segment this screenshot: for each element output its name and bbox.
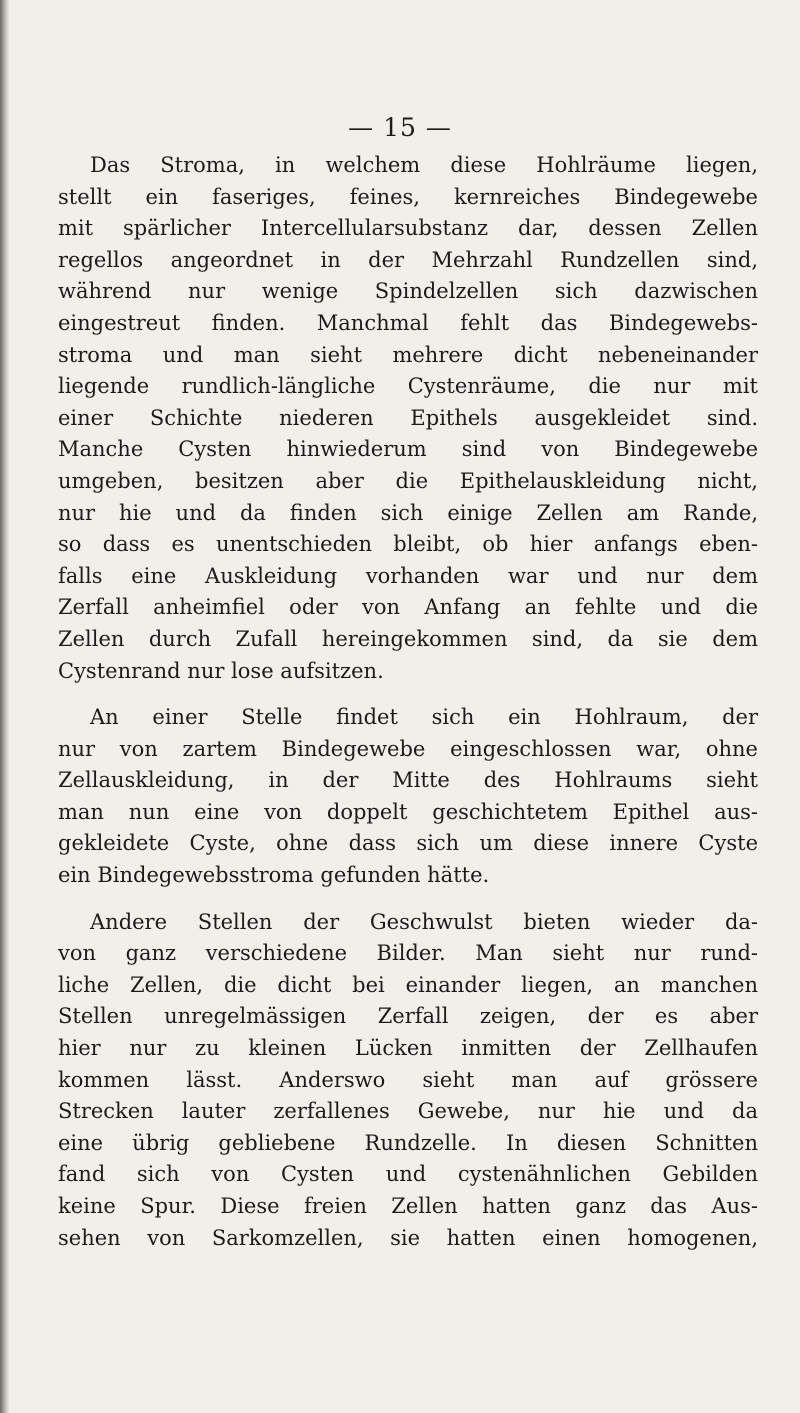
text-line: während nur wenige Spindelzellen sich dazwischen <box>58 279 758 304</box>
text-line: stroma und man sieht mehrere dicht nebeneinander <box>58 342 758 367</box>
text-line: hier nur zu kleinen Lücken inmitten der Zellhaufen <box>58 1036 758 1061</box>
text-line: Andere Stellen der Geschwulst bieten wieder da- <box>90 909 758 934</box>
page-binding-edge <box>0 0 10 1413</box>
text-line: nur von zartem Bindegewebe eingeschlossen war, ohne <box>58 736 758 761</box>
paragraph <box>58 702 758 892</box>
text-line: kommen lässt. Anderswo sieht man auf grössere <box>58 1067 758 1092</box>
text-line: sehen von Sarkomzellen, sie hatten einen homogenen, <box>58 1225 758 1250</box>
text-line: von ganz verschiedene Bilder. Man sieht nur rund- <box>58 941 758 966</box>
text-line: liegende rundlich-längliche Cystenräume, die nur mit <box>58 374 758 399</box>
text-line: falls eine Auskleidung vorhanden war und nur dem <box>58 563 758 588</box>
text-line: nur hie und da finden sich einige Zellen am Rande, <box>58 500 758 525</box>
text-line: Manche Cysten hinwiederum sind von Bindegewebe <box>58 437 758 462</box>
text-line: man nun eine von doppelt geschichtetem Epithel aus- <box>58 799 758 824</box>
paragraph <box>58 150 758 687</box>
text-line: stellt ein faseriges, feines, kernreiches Bindegewebe <box>58 184 758 209</box>
text-line: An einer Stelle findet sich ein Hohlraum, der <box>90 705 758 730</box>
page-number: — 15 — <box>348 113 452 142</box>
text-line: Cystenrand nur lose aufsitzen. <box>58 658 384 683</box>
text-line: umgeben, besitzen aber die Epithelauskleidung nicht, <box>58 468 758 493</box>
text-line: ein Bindegewebsstroma gefunden hätte. <box>58 863 490 888</box>
text-line: fand sich von Cysten und cystenähnlichen Gebilden <box>58 1162 758 1187</box>
text-line: liche Zellen, die dicht bei einander liegen, an manchen <box>58 972 758 997</box>
text-line: so dass es unentschieden bleibt, ob hier anfangs eben- <box>58 532 758 557</box>
text-line: Das Stroma, in welchem diese Hohlräume liegen, <box>90 153 758 177</box>
text-line: gekleidete Cyste, ohne dass sich um diese innere Cyste <box>58 831 758 856</box>
text-line: mit spärlicher Intercellularsubstanz dar, dessen Zellen <box>58 216 758 241</box>
text-line: regellos angeordnet in der Mehrzahl Rundzellen sind, <box>58 247 758 272</box>
text-line: Strecken lauter zerfallenes Gewebe, nur hie und da <box>58 1099 758 1124</box>
text-line: Zellen durch Zufall hereingekommen sind, da sie dem <box>58 626 758 651</box>
text-line: Zerfall anheimfiel oder von Anfang an fehlte und die <box>58 595 758 620</box>
text-line: Stellen unregelmässigen Zerfall zeigen, der es aber <box>58 1004 758 1029</box>
paragraph <box>58 907 758 1255</box>
text-line: einer Schichte niederen Epithels ausgekleidet sind. <box>58 405 758 430</box>
page-body <box>58 150 758 1254</box>
paragraph-gap <box>58 687 758 702</box>
text-line: eingestreut finden. Manchmal fehlt das Bindegewebs- <box>58 310 758 335</box>
text-line: eine übrig gebliebene Rundzelle. In diesen Schnitten <box>58 1130 758 1155</box>
text-line: keine Spur. Diese freien Zellen hatten ganz das Aus- <box>58 1194 758 1218</box>
text-line: Zellauskleidung, in der Mitte des Hohlraums sieht <box>58 768 758 793</box>
paragraph-gap <box>58 892 758 907</box>
